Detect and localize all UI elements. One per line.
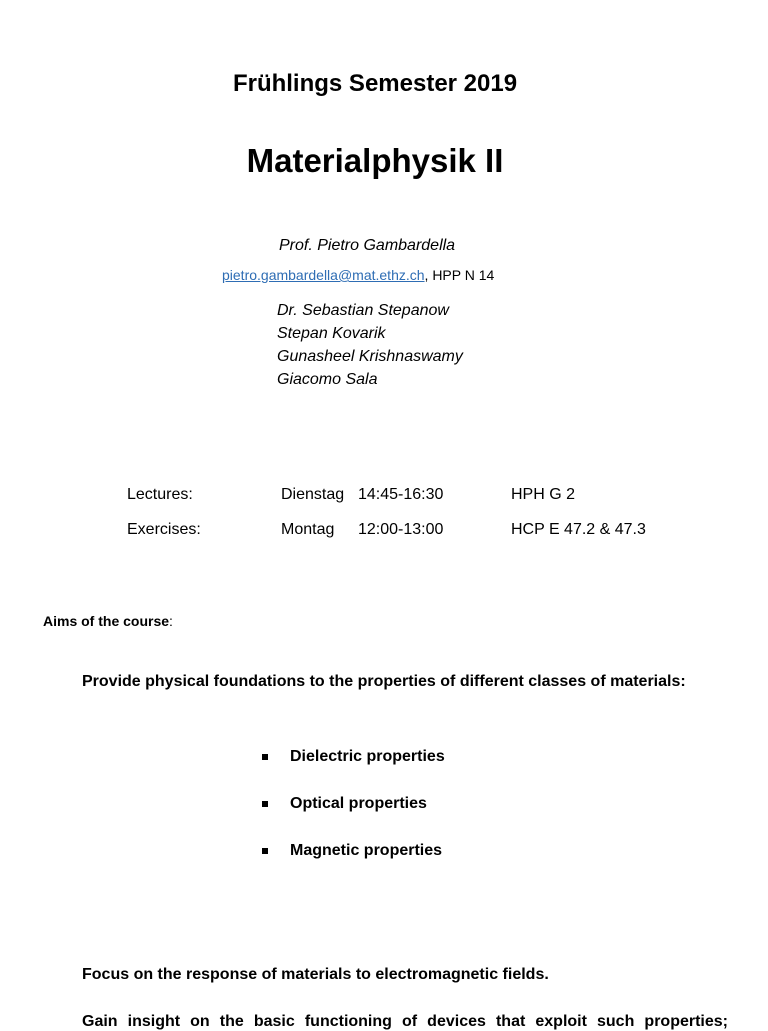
aims-label-text: Aims of the course xyxy=(43,613,170,629)
square-bullet-icon xyxy=(262,848,268,854)
email-link[interactable]: pietro.gambardella@mat.ethz.ch xyxy=(222,267,425,283)
schedule-day: Dienstag xyxy=(281,486,345,503)
schedule-type: Lectures: xyxy=(127,486,193,503)
focus-text: Focus on the response of materials to electromagnetic fields. xyxy=(82,966,549,983)
assistant-name: Stepan Kovarik xyxy=(277,325,386,342)
professor-name: Prof. Pietro Gambardella xyxy=(279,237,456,254)
list-item xyxy=(262,839,445,862)
property-label: Magnetic properties xyxy=(290,841,443,859)
schedule-type: Exercises: xyxy=(127,521,201,538)
assistant-name: Giacomo Sala xyxy=(277,371,378,388)
foundations-text: Provide physical foundations to the properties of different classes of materials: xyxy=(82,673,686,690)
assistants-list xyxy=(277,299,463,391)
property-label: Dielectric properties xyxy=(290,747,445,765)
schedule-time: 14:45-16:30 xyxy=(358,486,444,503)
list-item xyxy=(262,745,445,768)
contact-line xyxy=(222,267,494,283)
square-bullet-icon xyxy=(262,754,268,760)
properties-list xyxy=(262,745,445,886)
aims-label xyxy=(43,613,173,629)
course-title: Materialphysik II xyxy=(246,142,504,179)
list-item xyxy=(262,792,445,815)
assistant-name: Dr. Sebastian Stepanow xyxy=(277,302,449,319)
square-bullet-icon xyxy=(262,801,268,807)
insight-text: Gain insight on the basic functioning of devices that exploit such properties; xyxy=(82,1013,728,1030)
assistant-name: Gunasheel Krishnaswamy xyxy=(277,348,463,365)
schedule-room: HCP E 47.2 & 47.3 xyxy=(511,521,646,538)
office-location: , HPP N 14 xyxy=(424,267,495,283)
schedule-time: 12:00-13:00 xyxy=(358,521,444,538)
schedule-room: HPH G 2 xyxy=(511,486,576,503)
schedule-day: Montag xyxy=(281,521,335,538)
property-label: Optical properties xyxy=(290,794,427,812)
semester-heading: Frühlings Semester 2019 xyxy=(232,70,518,97)
aims-label-colon: : xyxy=(169,613,173,629)
